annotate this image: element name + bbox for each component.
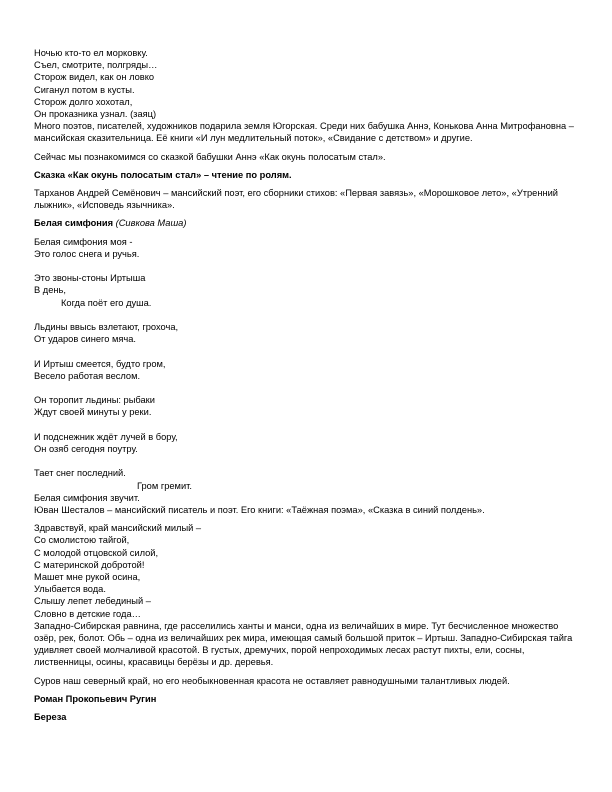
poem-line: Гром гремит. xyxy=(137,480,192,491)
poem-line: И подснежник ждёт лучей в бору, xyxy=(34,431,178,442)
poem-line: Со смолистою тайгой, xyxy=(34,535,130,546)
riddle-line: Сторож видел, как он ловко xyxy=(34,72,155,83)
poem-line: От ударов синего мяча. xyxy=(34,334,136,345)
poem-line: Здравствуй, край мансийский милый – xyxy=(34,523,202,534)
poem-line: С материнской добротой! xyxy=(34,559,145,570)
poem-line: Льдины ввысь взлетают, грохоча, xyxy=(34,322,179,333)
poem-white-symphony xyxy=(34,236,579,504)
shestalov-paragraph: Ювaн Шесталов – мансийский писатель и поэт. Его книги: «Таёжная поэма», «Сказка в синий полдень». xyxy=(34,505,485,516)
riddle-line: Съел, смотрите, полгряды… xyxy=(34,60,158,71)
poem-reader: (Сивкова Маша) xyxy=(115,218,187,229)
poem-line: Машет мне рукой осина, xyxy=(34,572,141,583)
poem-line: Это звоны-стоны Иртыша xyxy=(34,273,146,284)
riddle-poem xyxy=(34,47,579,120)
riddle-line: Он проказника узнал. (заяц) xyxy=(34,109,157,120)
poem-line: С молодой отцовской силой, xyxy=(34,547,159,558)
poem-line: Белая симфония моя - xyxy=(34,236,133,247)
intro-paragraph: Много поэтов, писателей, художников подарила земля Югорская. Среди них бабушка Аннэ, Конькова Анна Митрофановна – мансийская сказительница. Её книги «И лун медлительный поток», «Свидание с детством» и другие. xyxy=(34,121,574,144)
riddle-line: Ночью кто-то ел морковку. xyxy=(34,48,148,58)
poem-line: Белая симфония звучит. xyxy=(34,492,140,503)
poem-line: В день, xyxy=(34,285,66,296)
riddle-line: Сторож долго хохотал, xyxy=(34,96,133,107)
poem-line: И Иртыш смеется, будто гром, xyxy=(34,358,166,369)
poem-mansi-land xyxy=(34,522,579,620)
poem-line: Когда поёт его душа. xyxy=(61,297,152,308)
poem-line: Слышу лепет лебединый – xyxy=(34,596,151,607)
siberia-paragraph: Западно-Сибирская равнина, где расселились ханты и манси, одна из величайших в мире. Тут бесчисленное множество озёр, рек, болот. Обь – одна из величайших рек мира, имеющая самый большой приток – Иртыш. Западно-Сибирская тайга удивляет своей молчаливой красотой. В густых, дремучих, порой непроходимых лесах растут пихты, ели, сосны, лиственницы, осины, красавицы берёзы и др. деревья. xyxy=(34,620,573,668)
tarkhanov-paragraph: Тарханов Андрей Семёнович – мансийский поэт, его сборники стихов: «Первая завязь», «Морошковое лето», «Утренний лыжник», «Исповедь язычника». xyxy=(34,188,558,211)
document-page xyxy=(34,47,579,723)
poem-line: Тает снег последний. xyxy=(34,468,126,479)
riddle-line: Сиганул потом в кусты. xyxy=(34,84,135,95)
poem-line: Ждут своей минуты у реки. xyxy=(34,407,152,418)
next-poem-title: Береза xyxy=(34,712,67,723)
intro-paragraph-2: Сейчас мы познакомимся со сказкой бабушки Аннэ «Как окунь полосатым стал». xyxy=(34,151,386,162)
author-heading: Роман Прокопьевич Ругин xyxy=(34,693,157,704)
poem-line: Весело работая веслом. xyxy=(34,370,141,381)
poem-line: Улыбается вода. xyxy=(34,584,106,595)
poem-title: Белая симфония xyxy=(34,218,114,229)
poem-line: Он торопит льдины: рыбаки xyxy=(34,395,155,406)
north-paragraph: Суров наш северный край, но его необыкновенная красота не оставляет равнодушными талантливых людей. xyxy=(34,675,510,686)
tale-heading: Сказка «Как окунь полосатым стал» – чтение по ролям. xyxy=(34,169,292,180)
poem-line: Он озяб сегодня поутру. xyxy=(34,444,138,455)
poem-heading xyxy=(34,217,579,229)
poem-line: Это голос снега и ручья. xyxy=(34,248,140,259)
poem-line: Словно в детские года… xyxy=(34,608,141,619)
